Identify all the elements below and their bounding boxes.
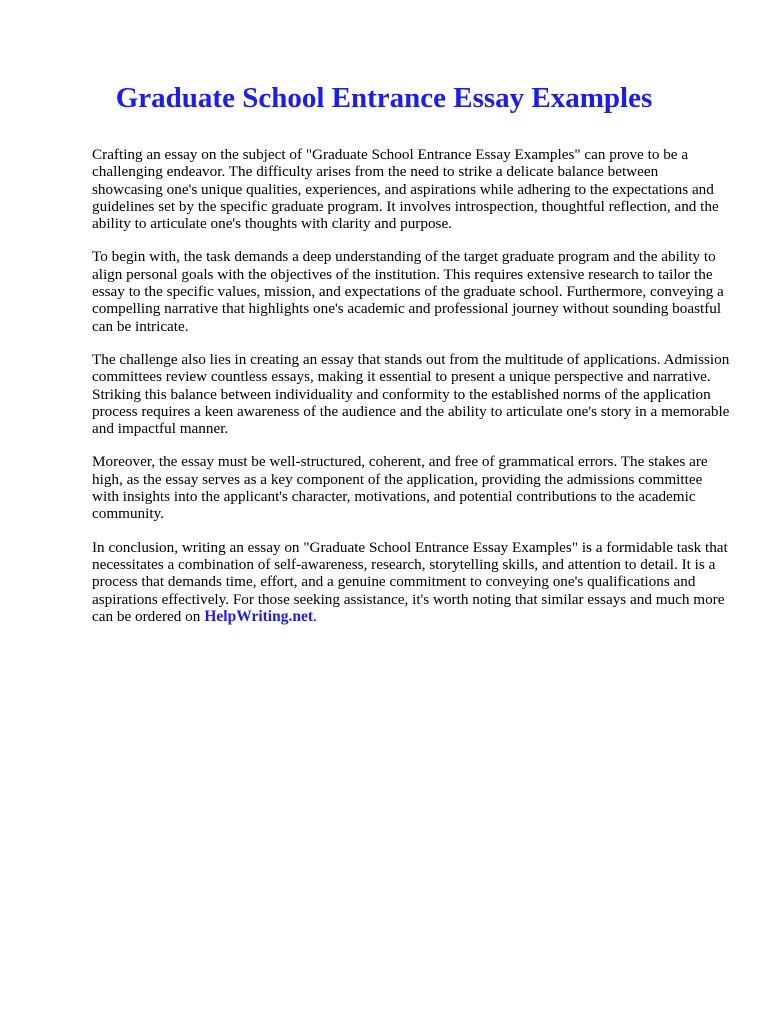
helpwriting-link[interactable]: HelpWriting.net bbox=[204, 607, 314, 625]
conclusion-period: . bbox=[313, 607, 317, 625]
conclusion-text: In conclusion, writing an essay on "Graduate School Entrance Essay Examples" is a formidable task that necessitates a combination of self-awareness, research, storytelling skills, and attention to detail. It is a process that demands time, effort, and a genuine commitment to conveying one's qualifications and aspirations effectively. For those seeking assistance, it's worth noting that similar essays and much more can be ordered on bbox=[92, 538, 728, 625]
essay-body bbox=[92, 146, 732, 641]
paragraph-3: The challenge also lies in creating an essay that stands out from the multitude of applications. Admission committees review countless essays, making it essential to present a unique perspective and narrative. Striking this balance between individuality and conformity to the established norms of the application process requires a keen awareness of the audience and the ability to articulate one's story in a memorable and impactful manner. bbox=[92, 350, 730, 438]
page-title: Graduate School Entrance Essay Examples bbox=[115, 82, 653, 114]
paragraph-2: To begin with, the task demands a deep understanding of the target graduate program and the ability to align personal goals with the objectives of the institution. This requires extensive research to tailor the essay to the specific values, mission, and expectations of the graduate school. Furthermore, conveying a compelling narrative that highlights one's academic and professional journey without sounding boastful can be intricate. bbox=[92, 248, 724, 335]
paragraph-5 bbox=[92, 539, 732, 625]
paragraph-1: Crafting an essay on the subject of "Graduate School Entrance Essay Examples" can prove to be a challenging endeavor. The difficulty arises from the need to strike a delicate balance between showcasing one's unique qualities, experiences, and aspirations while adhering to the expectations and guidelines set by the specific graduate program. It involves introspection, thoughtful reflection, and the ability to articulate one's thoughts with clarity and purpose. bbox=[92, 146, 719, 233]
paragraph-4: Moreover, the essay must be well-structured, coherent, and free of grammatical errors. The stakes are high, as the essay serves as a key component of the application, providing the admissions committee with insights into the applicant's character, motivations, and potential contributions to the academic community. bbox=[92, 453, 708, 523]
